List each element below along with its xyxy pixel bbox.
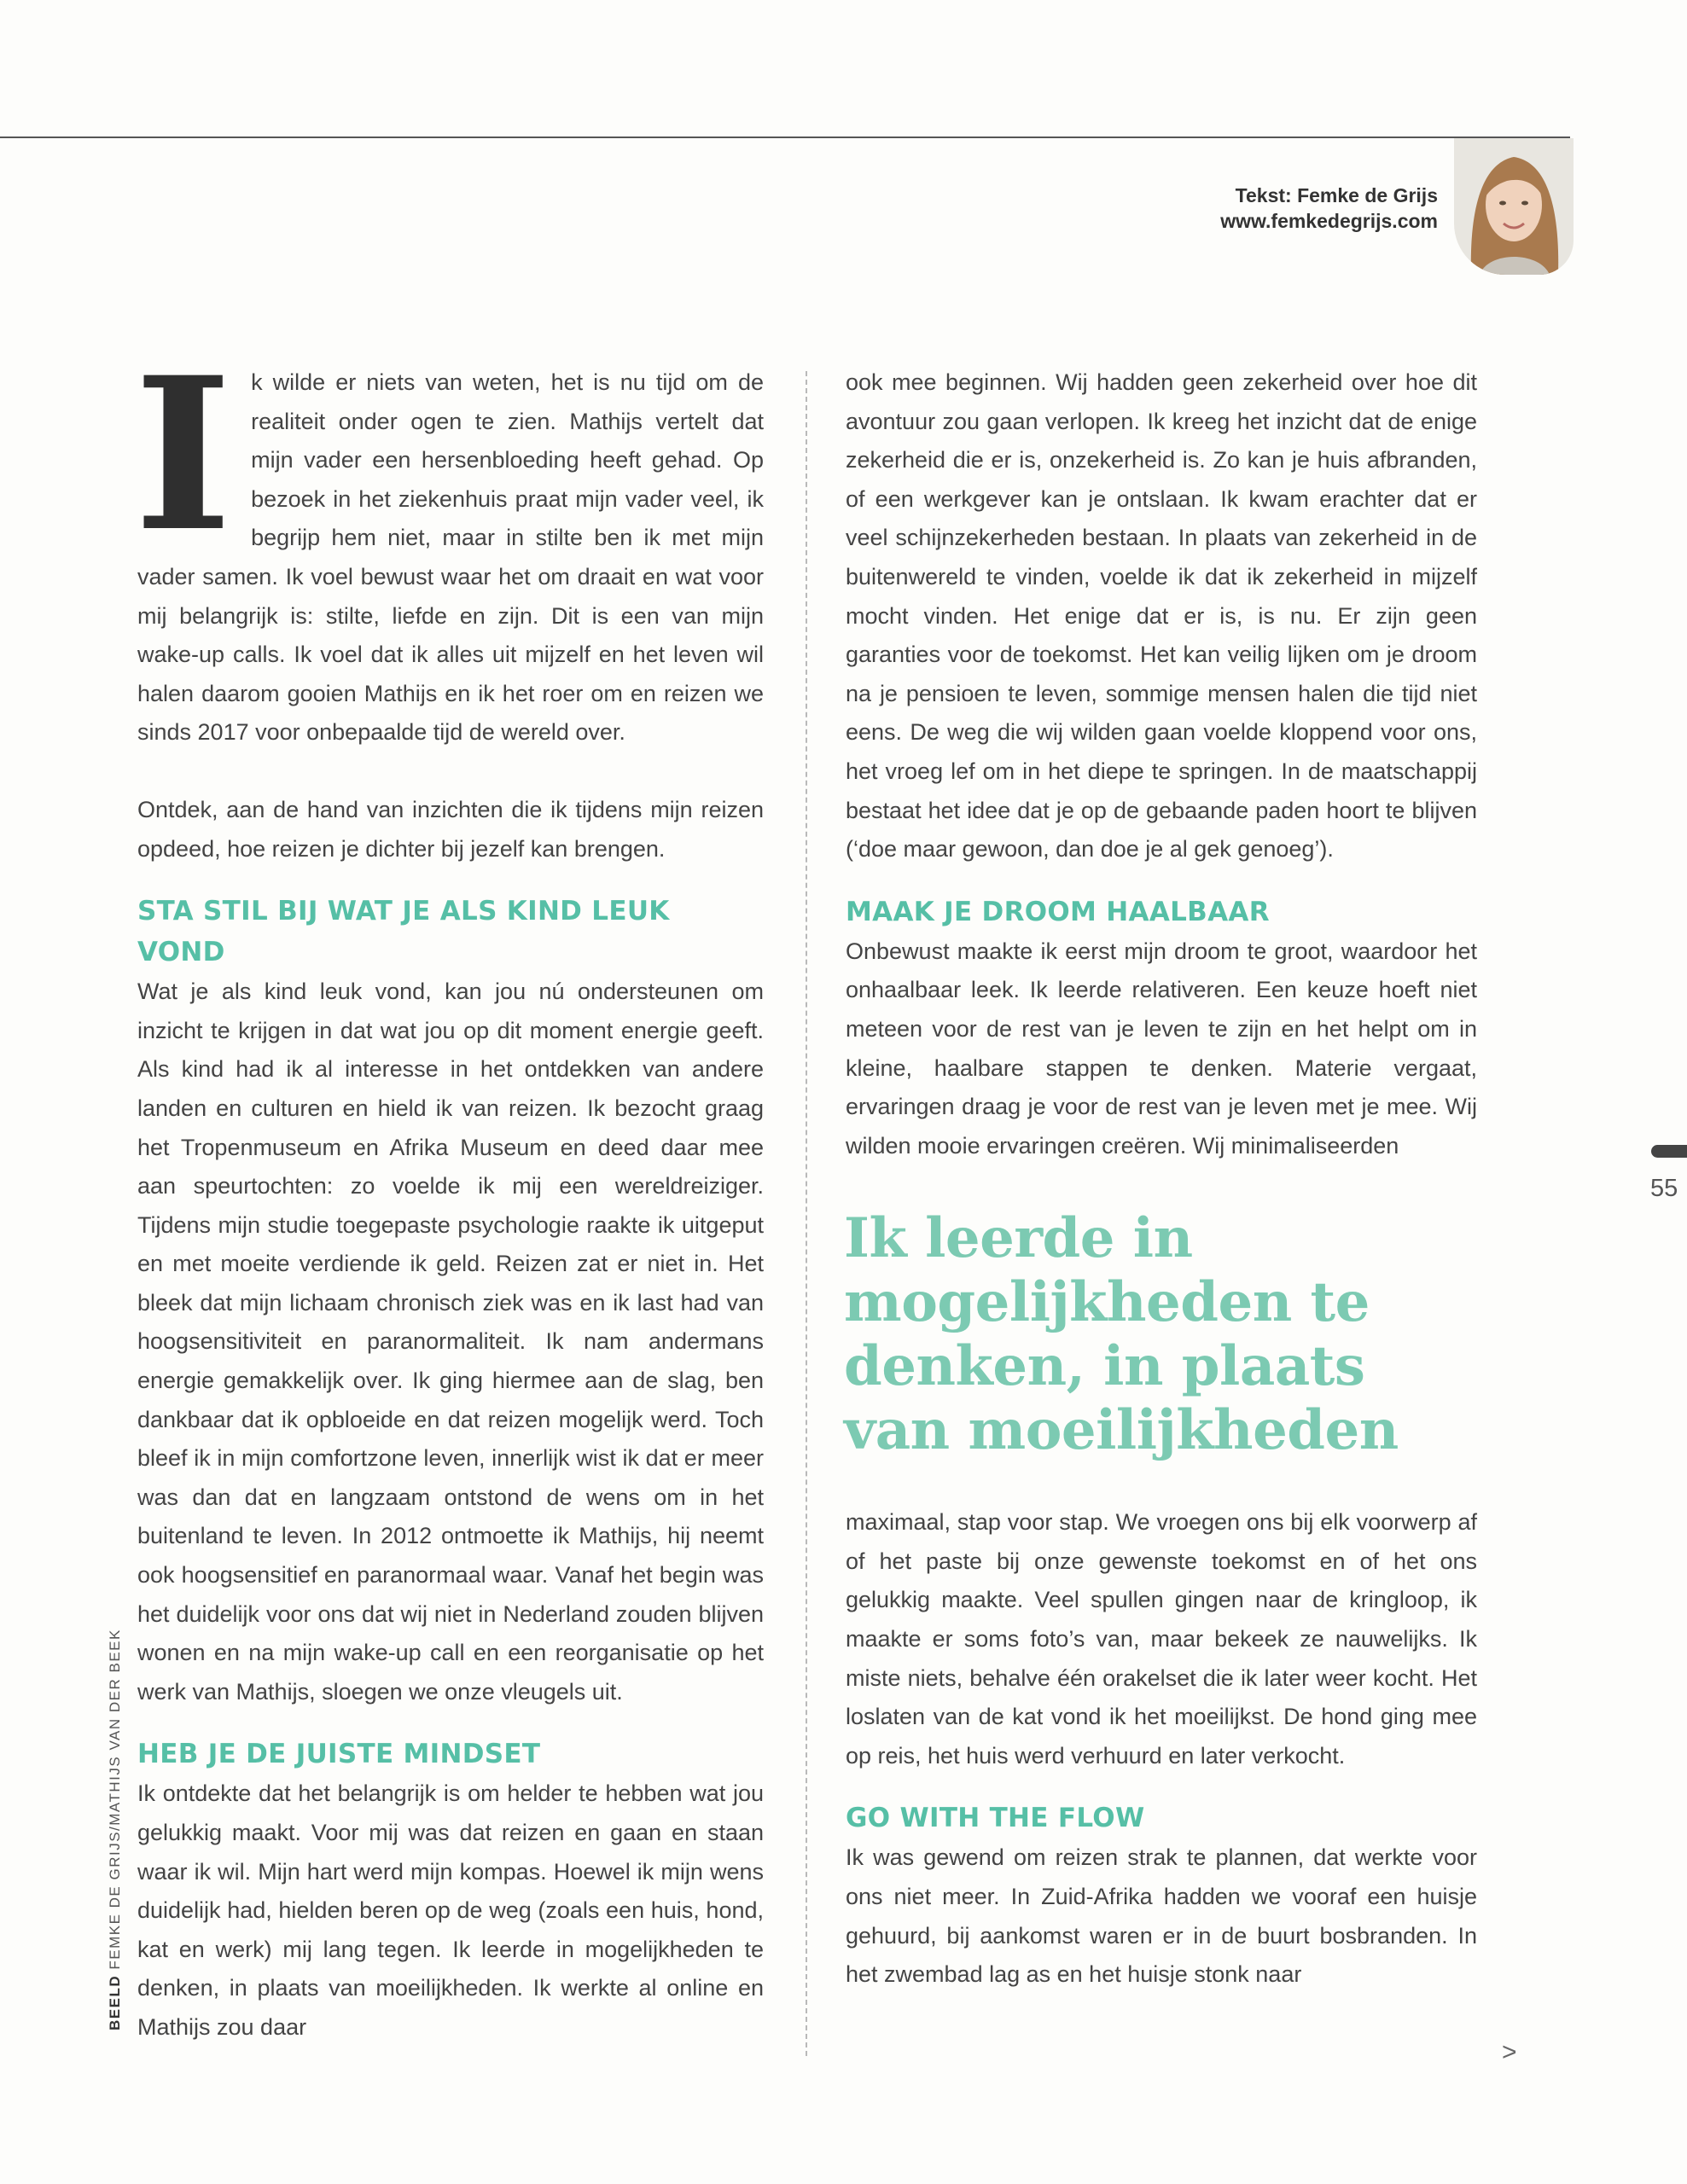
section-heading: HEB JE DE JUISTE MINDSET [137,1739,541,1770]
top-rule [0,136,1570,138]
column-divider [806,371,807,2056]
byline-author: Tekst: Femke de Grijs [1235,184,1438,206]
section-heading: STA STIL BIJ WAT JE ALS KIND LEUK VOND [137,896,670,968]
body-paragraph: Ik ontdekte dat het belangrijk is om helder te hebben wat jou gelukkig maakt. Voor mij was dat reizen en gaan en staan waar ik wil. Mijn hart werd mijn kompas. Hoewel ik mijn wens duidelijk had, hielden beren op de weg (zoals een huis, hond, kat en werk) mij lang tegen. Ik leerde in mogelijkheden te denken, in plaats van moeilijkheden. Ik werkte al online en Mathijs zou daar [137,1780,764,2040]
right-column [846,363,1477,1995]
pull-quote: Ik leerde in mogelijkheden te denken, in plaats van moeilijkheden [844,1206,1399,1463]
photo-credit-names: FEMKE DE GRIJS/MATHIJS VAN DER BEEK [107,1629,123,1970]
byline-website: www.femkedegrijs.com [1220,210,1438,232]
photo-credit [107,1629,124,2030]
body-paragraph: Onbewust maakte ik eerst mijn droom te groot, waardoor het onhaalbaar leek. Ik leerde relativeren. Een keuze hoeft niet meteen voor de rest van je leven te zijn en het helpt om in kleine, haalbare stappen te denken. Materie vergaat, ervaringen draag je voor de rest van je leven met je mee. Wij wilden mooie ervaringen creëren. Wij minimaliseerden [846,938,1477,1159]
intro-paragraph: k wilde er niets van weten, het is nu tijd om de realiteit onder ogen te zien. Mathijs vertelt dat mijn vader een hersenbloeding heeft gehad. Op bezoek in het ziekenhuis praat mijn vader veel, ik begrijp hem niet, maar in stilte ben ik met mijn vader samen. Ik voel bewust waar het om draait en wat voor mij belangrijk is: stilte, liefde en zijn. Dit is een van mijn wake-up calls. Ik voel dat ik alles uit mijzelf en het leven wil halen daarom gooien Mathijs en ik het roer om en reizen we sinds 2017 voor onbepaalde tijd de wereld over. [137,369,764,746]
body-paragraph: Ik was gewend om reizen strak te plannen, dat werkte voor ons niet meer. In Zuid-Afrika hadden we vooraf een huisje gehuurd, bij aankomst waren er in de buurt bosbranden. In het zwembad lag as en het huisje stonk naar [846,1844,1477,1988]
byline [1220,183,1438,234]
author-portrait [1454,138,1574,275]
dropcap: I [134,332,233,578]
photo-credit-label: BEELD [107,1974,123,2030]
page-number: 55 [1650,1175,1678,1202]
body-paragraph: maximaal, stap voor stap. We vroegen ons bij elk voorwerp af of het paste bij onze gewenste toekomst en of het ons gelukkig maakte. Veel spullen gingen naar de kringloop, ik maakte er soms foto’s van, maar bekeek ze nauwelijks. Ik miste niets, behalve één orakelset die ik later weer kocht. Het loslaten van de kat vond ik het moeilijkst. De hond ging mee op reis, het huis werd verhuurd en later verkocht. [846,1509,1477,1769]
body-paragraph: ook mee beginnen. Wij hadden geen zekerheid over hoe dit avontuur zou gaan verlopen. Ik kreeg het inzicht dat de enige zekerheid die er is, onzekerheid is. Zo kan je huis afbranden, of een werkgever kan je ontslaan. Ik kwam erachter dat er veel schijnzekerheden bestaan. In plaats van zekerheid in de buitenwereld te vinden, voelde ik dat ik zekerheid in mijzelf mocht vinden. Het enige dat er is, is nu. Er zijn geen garanties voor de toekomst. Het kan veilig lijken om je droom na je pensioen te leven, sommige mensen halen die tijd niet eens. De weg die wij wilden gaan voelde kloppend voor ons, het vroeg lef om in het diepe te springen. In de maatschappij bestaat het idee dat je op de gebaande paden hoort te blijven (‘doe maar gewoon, dan doe je al gek genoeg’). [846,369,1477,863]
section-heading: MAAK JE DROOM HAALBAAR [846,896,1270,927]
section-heading: GO WITH THE FLOW [846,1803,1145,1834]
intro-paragraph-2: Ontdek, aan de hand van inzichten die ik tijdens mijn reizen opdeed, hoe reizen je dichter bij jezelf kan brengen. [137,796,764,862]
page-tab-marker [1651,1145,1687,1158]
body-paragraph: Wat je als kind leuk vond, kan jou nú ondersteunen om inzicht te krijgen in dat wat jou op dit moment energie geeft. Als kind had ik al interesse in het ontdekken van andere landen en culturen en hield ik van reizen. Ik bezocht graag het Tropenmuseum en Afrika Museum en deed daar mee aan speurtochten: zo voelde ik mij een wereldreiziger. Tijdens mijn studie toegepaste psychologie raakte ik uitgeput en met moeite verdiende ik geld. Reizen zat er niet in. Het bleek dat mijn lichaam chronisch ziek was en ik last had van hoogsensitiviteit en paranormaliteit. Ik nam andermans energie gemakkelijk over. Ik ging hiermee aan de slag, ben dankbaar dat ik opbloeide en dat reizen mogelijk werd. Toch bleef ik in mijn comfortzone leven, innerlijk wist ik dat er meer was dan dat en langzaam ontstond de wens om in het buitenland te leven. In 2012 ontmoette ik Mathijs, hij neemt ook hoogsensitief en paranormaal waar. Vanaf het begin was het duidelijk voor ons dat wij niet in Nederland zouden blijven wonen en na mijn wake-up call en een reorganisatie op het werk van Mathijs, sloegen we onze vleugels uit. [137,979,764,1705]
next-page-arrow-icon: > [1502,2038,1517,2066]
left-column [134,332,764,2048]
author-portrait-image [1454,138,1574,275]
